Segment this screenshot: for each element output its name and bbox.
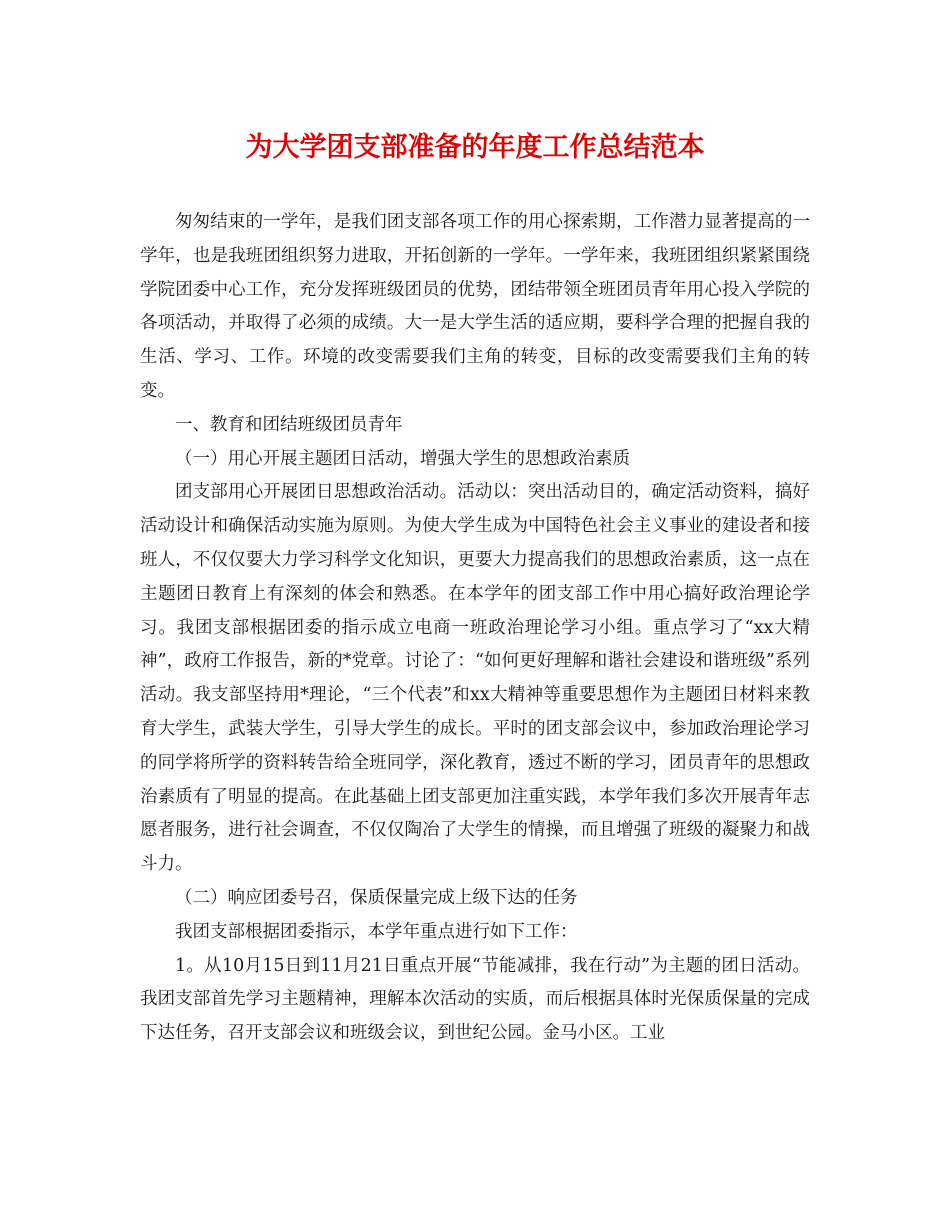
document-page [140, 128, 810, 1051]
intro-paragraph: 匆匆结束的一学年，是我们团支部各项工作的用心探索期，工作潜力显著提高的一学年，也是我班团组织努力进取，开拓创新的一学年。一学年来，我班团组织紧紧围绕学院团委中心工作，充分发挥班级团员的优势，团结带领全班团员青年用心投入学院的各项活动，并取得了必须的成绩。大一是大学生活的适应期，要科学合理的把握自我的生活、学习、工作。环境的改变需要我们主角的转变，目标的改变需要我们主角的转变。 [140, 212, 810, 401]
subsection-heading-1: （一）用心开展主题团日活动，增强大学生的思想政治素质 [175, 448, 630, 469]
body-paragraph-task-1: 1。从10月15日到11月21日重点开展“节能减排，我在行动”为主题的团日活动。我团支部首先学习主题精神，理解本次活动的实质，而后根据具体时光保质保量的完成下达任务，召开支部会议和班级会议，到世纪公园。金马小区。工业 [140, 955, 810, 1044]
subsection-heading-2: （二）响应团委号召，保质保量完成上级下达的任务 [175, 887, 578, 908]
body-paragraph-political-study: 团支部用心开展团日思想政治活动。活动以：突出活动目的，确定活动资料，搞好活动设计和确保活动实施为原则。为使大学生成为中国特色社会主义事业的建设者和接班人，不仅仅要大力学习科学文化知识，更要大力提高我们的思想政治素质，这一点在主题团日教育上有深刻的体会和熟悉。在本学年的团支部工作中用心搞好政治理论学习。我团支部根据团委的指示成立电商一班政治理论学习小组。重点学习了“xx大精神”，政府工作报告，新的*党章。讨论了：“如何更好理解和谐社会建设和谐班级”系列活动。我支部坚持用*理论，“三个代表”和xx大精神等重要思想作为主题团日材料来教育大学生，武装大学生，引导大学生的成长。平时的团支部会议中，参加政治理论学习的同学将所学的资料转告给全班同学，深化教育，透过不断的学习，团员青年的思想政治素质有了明显的提高。在此基础上团支部更加注重实践，本学年我们多次开展青年志愿者服务，进行社会调查，不仅仅陶冶了大学生的情操，而且增强了班级的凝聚力和战斗力。 [140, 482, 810, 875]
section-heading-1: 一、教育和团结班级团员青年 [175, 414, 403, 435]
document-title: 为大学团支部准备的年度工作总结范本 [245, 132, 705, 163]
body-paragraph-tasks-intro: 我团支部根据团委指示，本学年重点进行如下工作： [175, 921, 578, 942]
